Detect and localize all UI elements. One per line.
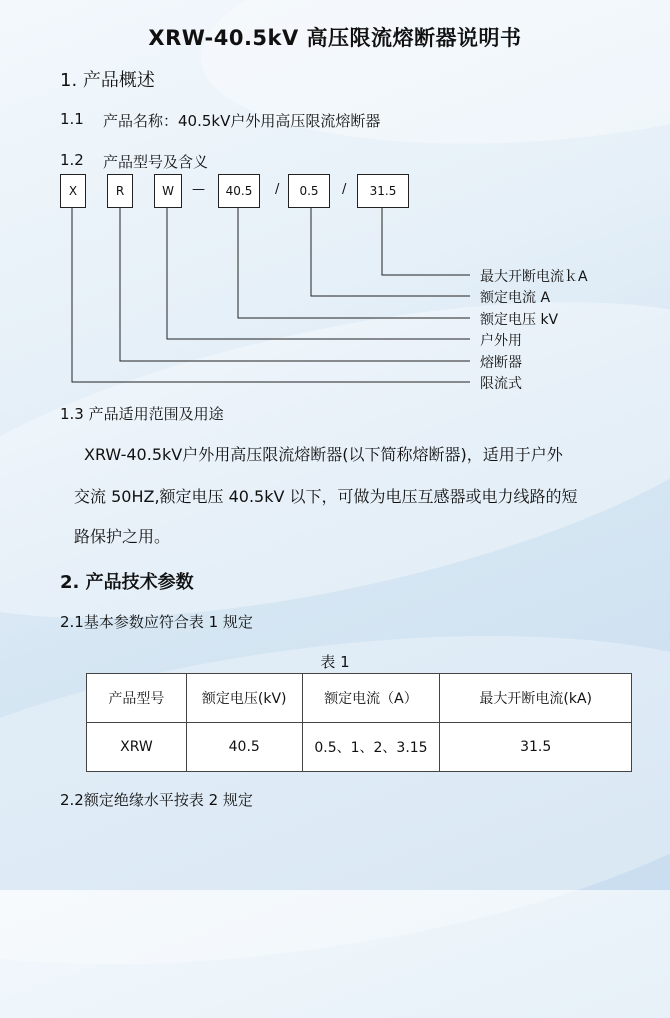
section-1-heading: 1. 产品概述	[60, 70, 155, 91]
paragraph-line: 路保护之用。	[74, 527, 171, 546]
table-header-cell: 最大开断电流(kA)	[440, 674, 632, 723]
code-box-voltage: 40.5	[218, 174, 260, 208]
table-header-row	[87, 674, 632, 723]
table-cell: 40.5	[186, 723, 302, 772]
item-1-2-number: 1.2	[60, 151, 84, 169]
section-2-heading: 2. 产品技术参数	[60, 572, 194, 593]
code-box-r: R	[107, 174, 133, 208]
leader-line-current	[311, 207, 470, 296]
document-title: XRW-40.5kV 高压限流熔断器说明书	[148, 26, 522, 50]
table-header-cell: 额定电压(kV)	[186, 674, 302, 723]
leader-line-breaking	[382, 207, 470, 275]
label-rated-current: 额定电流 A	[480, 290, 551, 306]
table-cell: XRW	[87, 723, 187, 772]
section-1-3-heading: 1.3 产品适用范围及用途	[60, 405, 224, 423]
code-box-current: 0.5	[288, 174, 330, 208]
table-header-cell: 额定电流（A）	[302, 674, 440, 723]
leader-line-voltage	[238, 207, 470, 318]
code-slash: /	[275, 182, 280, 197]
label-current-limiting: 限流式	[480, 376, 522, 392]
code-box-w: W	[154, 174, 182, 208]
leader-lines	[0, 0, 670, 400]
item-2-2-text: 2.2额定绝缘水平按表 2 规定	[60, 791, 253, 809]
item-1-2-text: 产品型号及含义	[103, 153, 209, 171]
item-1-1-text: 产品名称：40.5kV户外用高压限流熔断器	[103, 112, 381, 130]
code-box-breaking: 31.5	[357, 174, 409, 208]
label-fuse: 熔断器	[480, 355, 522, 371]
leader-line-outdoor	[167, 207, 470, 339]
table-header-cell: 产品型号	[87, 674, 187, 723]
leader-line-fuse	[120, 207, 470, 361]
paragraph-line: 交流 50HZ,额定电压 40.5kV 以下，可做为电压互感器或电力线路的短	[74, 487, 578, 506]
label-rated-voltage: 额定电压 kV	[480, 312, 559, 328]
code-box-x: X	[60, 174, 86, 208]
table-cell: 31.5	[440, 723, 632, 772]
table-row	[87, 723, 632, 772]
item-2-1-text: 2.1基本参数应符合表 1 规定	[60, 613, 253, 631]
label-max-breaking-current: 最大开断电流ｋA	[480, 269, 588, 285]
paragraph-line: XRW-40.5kV户外用高压限流熔断器(以下简称熔断器)，适用于户外	[84, 445, 563, 464]
item-1-1-number: 1.1	[60, 110, 84, 128]
code-dash: —	[192, 182, 205, 197]
parameter-table	[86, 673, 632, 772]
table-caption: 表 1	[320, 653, 350, 671]
label-outdoor: 户外用	[480, 333, 522, 349]
code-slash: /	[342, 182, 347, 197]
table-cell: 0.5、1、2、3.15	[302, 723, 440, 772]
leader-line-current-limiting	[72, 207, 470, 382]
